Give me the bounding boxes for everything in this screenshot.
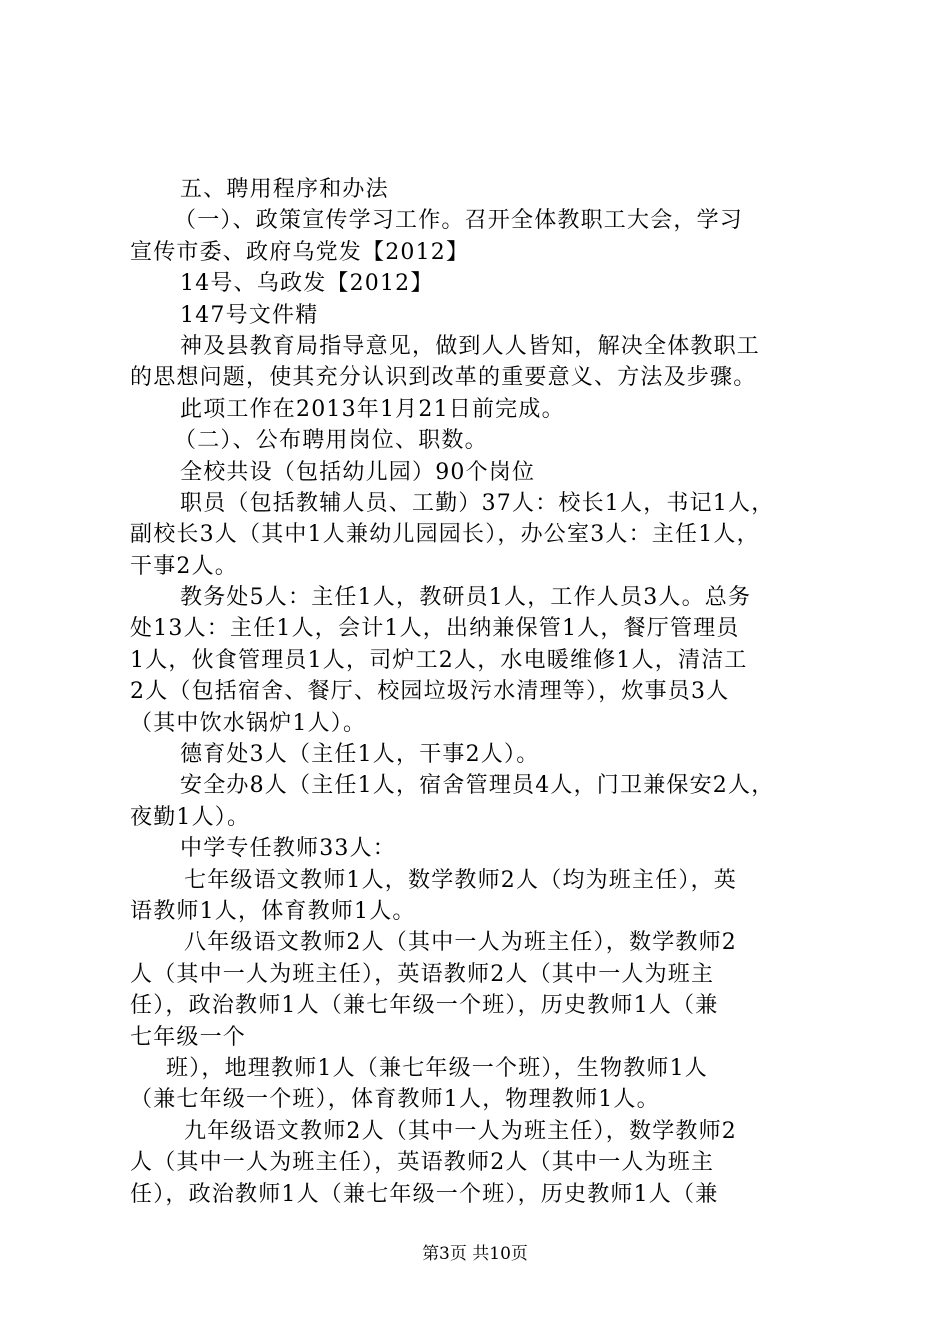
page-footer bbox=[0, 1243, 950, 1265]
document-body bbox=[130, 174, 842, 1210]
text-line: 德育处3人（主任1人，干事2人）。 bbox=[180, 742, 540, 768]
text-line: 安全办8人（主任1人，宿舍管理员4人，门卫兼保安2人， bbox=[180, 773, 775, 799]
text-line: 全校共设（包括幼儿园）90个岗位 bbox=[180, 459, 536, 485]
text-line: 教务处5人：主任1人，教研员1人，工作人员3人。总务 bbox=[180, 585, 752, 611]
text-line: 14号、乌政发【2012】 bbox=[180, 271, 434, 297]
text-line: 七年级语文教师1人，数学教师2人（均为班主任），英 bbox=[184, 867, 737, 893]
page-number-label: 第3页 共10页 bbox=[422, 1244, 528, 1264]
text-line: 神及县教育局指导意见，做到人人皆知，解决全体教职工 bbox=[180, 333, 761, 359]
text-line: 七年级一个 bbox=[130, 1024, 247, 1050]
text-line: 宣传市委、政府乌党发【2012】 bbox=[130, 239, 470, 265]
text-line: 处13人：主任1人，会计1人，出纳兼保管1人，餐厅管理员 bbox=[130, 616, 740, 642]
text-line: 副校长3人（其中1人兼幼儿园园长），办公室3人：主任1人， bbox=[130, 522, 760, 548]
text-line: 人（其中一人为班主任），英语教师2人（其中一人为班主 bbox=[130, 1150, 715, 1176]
text-line: 九年级语文教师2人（其中一人为班主任），数学教师2 bbox=[184, 1118, 737, 1144]
text-line: （其中饮水锅炉1人）。 bbox=[130, 710, 367, 736]
text-line: 夜勤1人）。 bbox=[130, 804, 251, 830]
text-line: （二）、公布聘用岗位、职数。 bbox=[174, 428, 488, 454]
text-line: 任），政治教师1人（兼七年级一个班），历史教师1人（兼 bbox=[130, 993, 719, 1019]
text-line: 班），地理教师1人（兼七年级一个班），生物教师1人 bbox=[166, 1055, 708, 1081]
text-line: 干事2人。 bbox=[130, 553, 238, 579]
text-line: 的思想问题，使其充分认识到改革的重要意义、方法及步骤。 bbox=[130, 365, 757, 391]
text-line: 人（其中一人为班主任），英语教师2人（其中一人为班主 bbox=[130, 961, 715, 987]
text-line: 职员（包括教辅人员、工勤）37人：校长1人，书记1人， bbox=[180, 490, 775, 516]
text-line: 此项工作在2013年1月21日前完成。 bbox=[180, 396, 565, 422]
text-line: 1人，伙食管理员1人，司炉工2人，水电暖维修1人，清洁工 bbox=[130, 647, 748, 673]
text-line: 五、聘用程序和办法 bbox=[180, 177, 389, 202]
text-line: 147号文件精 bbox=[180, 302, 319, 328]
text-line: 八年级语文教师2人（其中一人为班主任），数学教师2 bbox=[184, 930, 737, 956]
text-line: （兼七年级一个班），体育教师1人，物理教师1人。 bbox=[130, 1087, 660, 1113]
text-line: 语教师1人，体育教师1人。 bbox=[130, 898, 416, 924]
text-line: 任），政治教师1人（兼七年级一个班），历史教师1人（兼 bbox=[130, 1181, 719, 1207]
text-line: 2人（包括宿舍、餐厅、校园垃圾污水清理等），炊事员3人 bbox=[130, 679, 730, 705]
text-line: （一）、政策宣传学习工作。召开全体教职工大会，学习 bbox=[174, 208, 744, 234]
text-line: 中学专任教师33人： bbox=[180, 836, 396, 862]
